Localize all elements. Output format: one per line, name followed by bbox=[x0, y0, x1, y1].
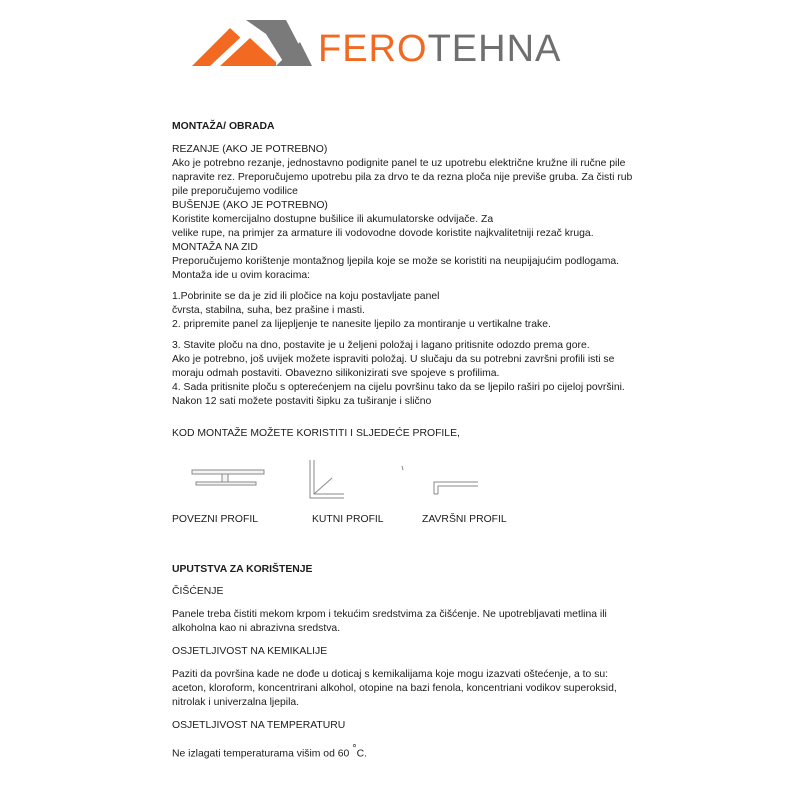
kemikalije-line-1: Paziti da površina kade ne dođe u doticaj s kemikalijama koje mogu izazvati oštećenje, a to su: bbox=[172, 669, 609, 680]
zid-line-2: Montaža ide u ovim koracima: bbox=[172, 270, 311, 281]
temperatura-title: OSJETLJIVOST NA TEMPERATURU bbox=[172, 720, 346, 731]
step3-line-1: 3. Stavite ploču na dno, postavite je u željeni položaj i lagano pritisnite odozdo prema gore. bbox=[172, 340, 590, 351]
profile-label-zavrsni: ZAVRŠNI PROFIL bbox=[422, 514, 507, 525]
kemikalije-line-2: aceton, kloroform, koncentrirani alkohol, otopine na bazi fenola, koncentriani vodikov superoksid, bbox=[172, 683, 617, 694]
rezanje-line-2: napravite rez. Preporučujemo upotrebu pila za drvo te da rezna ploča nije previše gruba. Za čisti rub bbox=[172, 172, 633, 183]
step3-line-2: Ako je potrebno, još uvijek možete ispraviti položaj. U slučaju da su potrebni završni profili isti se bbox=[172, 354, 615, 365]
profile-label-povezni: POVEZNI PROFIL bbox=[172, 514, 259, 525]
profile-label-kutni: KUTNI PROFIL bbox=[312, 514, 384, 525]
step4-line-2: Nakon 12 sati možete postaviti šipku za tuširanje i slično bbox=[172, 396, 432, 407]
brand-fero: FERO bbox=[318, 28, 428, 70]
brand-tehna: TEHNA bbox=[427, 28, 562, 70]
degree-symbol: ° bbox=[352, 743, 357, 755]
heading-montaza: MONTAŽA/ OBRADA bbox=[172, 121, 275, 132]
brand-wordmark bbox=[318, 30, 561, 68]
busenje-line-1: Koristite komercijalno dostupne bušilice ili akumulatorske odvijače. Za bbox=[172, 214, 494, 225]
kemikalije-title: OSJETLJIVOST NA KEMIKALIJE bbox=[172, 646, 328, 657]
zid-title: MONTAŽA NA ZID bbox=[172, 242, 258, 253]
rezanje-line-3: pile preporučujemo vodilice bbox=[172, 186, 298, 197]
rezanje-title: REZANJE (AKO JE POTREBNO) bbox=[172, 144, 328, 155]
step1-line-1: 1.Pobrinite se da je zid ili pločice na koju postavljate panel bbox=[172, 291, 440, 302]
busenje-line-2: velike rupe, na primjer za armature ili vodovodne dovode koristite najkvalitetniji rezač kruga. bbox=[172, 228, 594, 239]
temperatura-unit: C. bbox=[356, 748, 367, 760]
kemikalije-line-3: nitrolak i univerzalna ljepila. bbox=[172, 697, 300, 708]
profile-drawings bbox=[172, 456, 512, 506]
step3-line-3: moraju odmah postaviti. Obavezno silikonizirati sve spojeve s profilima. bbox=[172, 368, 500, 379]
rezanje-line-1: Ako je potrebno rezanje, jednostavno podignite panel te uz upotrebu električne kružne ili ručne pile bbox=[172, 158, 626, 169]
profiles-intro: KOD MONTAŽE MOŽETE KORISTITI I SLJEDEĆE PROFILE, bbox=[172, 428, 460, 439]
ciscenje-line-2: alkoholna kao ni abrazivna sredstva. bbox=[172, 623, 341, 634]
heading-uputstva: UPUTSTVA ZA KORIŠTENJE bbox=[172, 564, 313, 575]
zid-line-1: Preporučujemo korištenje montažnog ljepila koje se može se koristiti na neupijajućim podlogama. bbox=[172, 256, 620, 267]
povezni-profil-icon bbox=[192, 470, 264, 485]
step2: 2. pripremite panel za lijepljenje te nanesite ljepilo za montiranje u vertikalne trake. bbox=[172, 319, 551, 330]
ciscenje-title: ČIŠĆENJE bbox=[172, 586, 224, 597]
ciscenje-line-1: Panele treba čistiti mekom krpom i tekućim sredstvima za čišćenje. Ne upotrebljavati metlina ili bbox=[172, 609, 607, 620]
kutni-profil-icon bbox=[310, 460, 344, 498]
zavrsni-profil-icon bbox=[402, 466, 478, 494]
temperatura-line bbox=[172, 742, 367, 761]
step1-line-2: čvrsta, stabilna, suha, bez prašine i masti. bbox=[172, 305, 365, 316]
busenje-title: BUŠENJE (AKO JE POTREBNO) bbox=[172, 200, 328, 211]
step4-line-1: 4. Sada pritisnite ploču s opterećenjem na cijelu površinu tako da se ljepilo raširi po cijeloj površini. bbox=[172, 382, 625, 393]
temperatura-text: Ne izlagati temperaturama višim od 60 bbox=[172, 748, 350, 760]
